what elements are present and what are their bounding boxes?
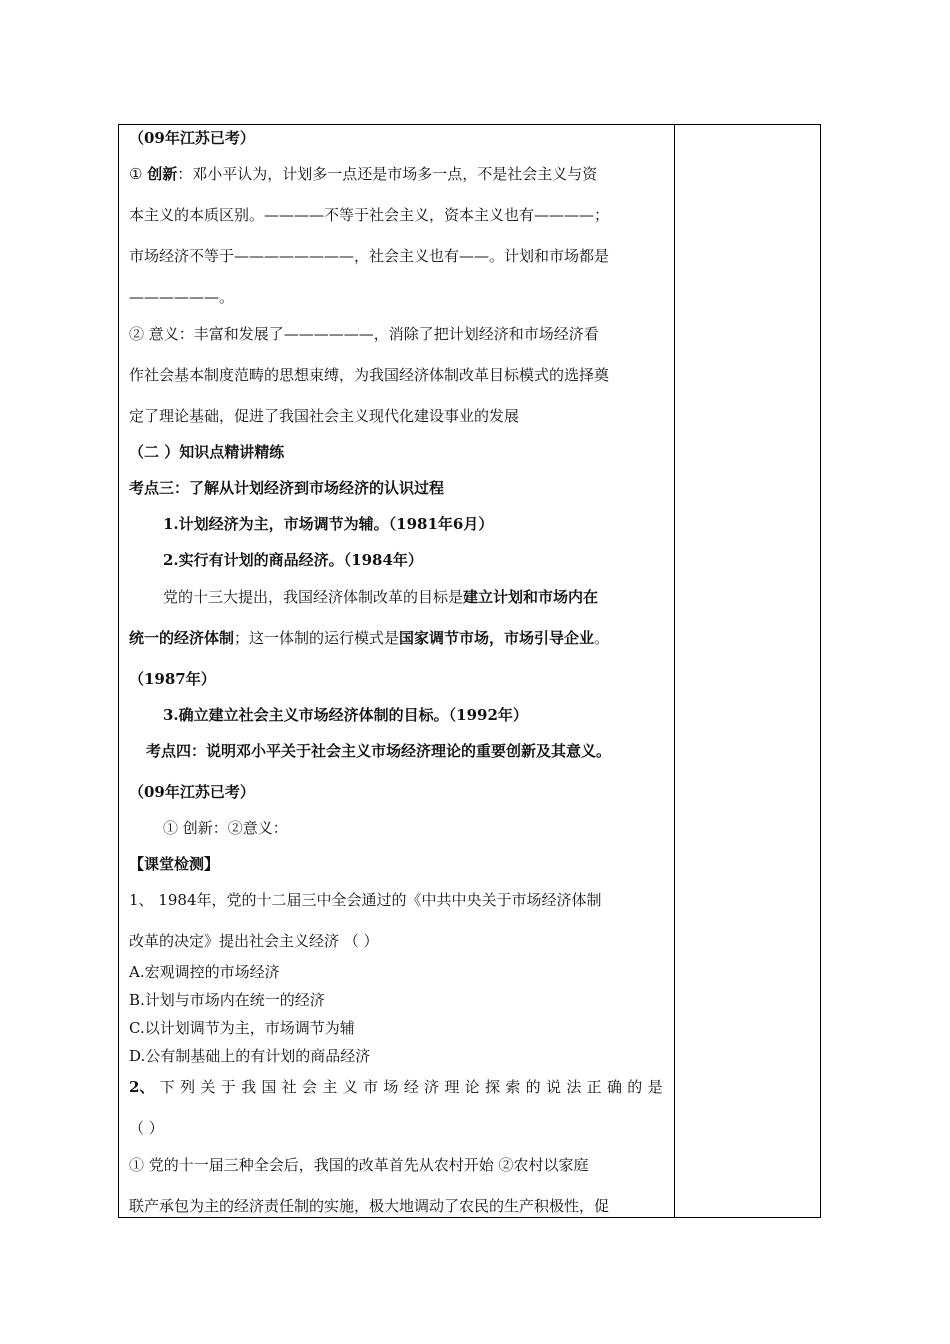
text-line: 统一的经济体制；这一体制的运行模式是国家调节市场，市场引导企业。 [129, 629, 610, 647]
year-note: （1987年） [129, 670, 216, 688]
statement-line: ① 党的十一届三种全会后，我国的改革首先从农村开始 ②农村以家庭 [129, 1156, 589, 1174]
stage-one: 1.计划经济为主，市场调节为辅。（1981年6月） [163, 515, 494, 533]
key-point-three: 考点三：了解从计划经济到市场经济的认识过程 [129, 479, 445, 497]
option-a: A.宏观调控的市场经济 [129, 963, 280, 981]
section-heading: （二 ）知识点精讲精练 [129, 443, 285, 461]
option-d: D.公有制基础上的有计划的商品经济 [129, 1047, 371, 1065]
question-2: 2、 下 列 关 于 我 国 社 会 主 义 市 场 经 济 理 论 探 索 的 说 法 正 确 的 是 [129, 1078, 663, 1096]
column-divider [674, 125, 675, 1217]
exam-note: （09年江苏已考） [129, 783, 255, 801]
key-point-four: 考点四：说明邓小平关于社会主义市场经济理论的重要创新及其意义。 [146, 742, 612, 760]
text-line: ——————。 [129, 288, 235, 306]
question-1-cont: 改革的决定》提出社会主义经济 （ ） [129, 932, 379, 950]
thirteenth-congress-line: 党的十三大提出，我国经济体制改革的目标是建立计划和市场内在 [163, 588, 599, 606]
text-line: 作社会基本制度范畴的思想束缚，为我国经济体制改革目标模式的选择奠 [129, 366, 610, 384]
stage-three: 3.确立建立社会主义市场经济体制的目标。（1992年） [163, 706, 528, 724]
statement-line: 联产承包为主的经济责任制的实施，极大地调动了农民的生产积极性，促 [129, 1197, 610, 1215]
text-line: 市场经济不等于————————，社会主义也有——。计划和市场都是 [129, 247, 610, 265]
significance-line: ② 意义：丰富和发展了——————，消除了把计划经济和市场经济看 [129, 325, 599, 343]
question-2-bracket: （ ） [129, 1119, 164, 1137]
classroom-test-heading: 【课堂检测】 [129, 855, 220, 873]
question-1: 1、 1984年，党的十二届三中全会通过的《中共中央关于市场经济体制 [129, 891, 602, 909]
text-line: 定了理论基础，促进了我国社会主义现代化建设事业的发展 [129, 407, 520, 425]
option-c: C.以计划调节为主，市场调节为辅 [129, 1019, 355, 1037]
stage-two: 2.实行有计划的商品经济。（1984年） [163, 551, 423, 569]
innovation-significance: ① 创新：②意义： [163, 819, 288, 837]
innovation-line: ① 创新：邓小平认为，计划多一点还是市场多一点，不是社会主义与资 [129, 165, 598, 183]
option-b: B.计划与市场内在统一的经济 [129, 991, 325, 1009]
text-line: 本主义的本质区别。————不等于社会主义，资本主义也有————； [129, 206, 610, 224]
exam-note: （09年江苏已考） [129, 129, 255, 147]
